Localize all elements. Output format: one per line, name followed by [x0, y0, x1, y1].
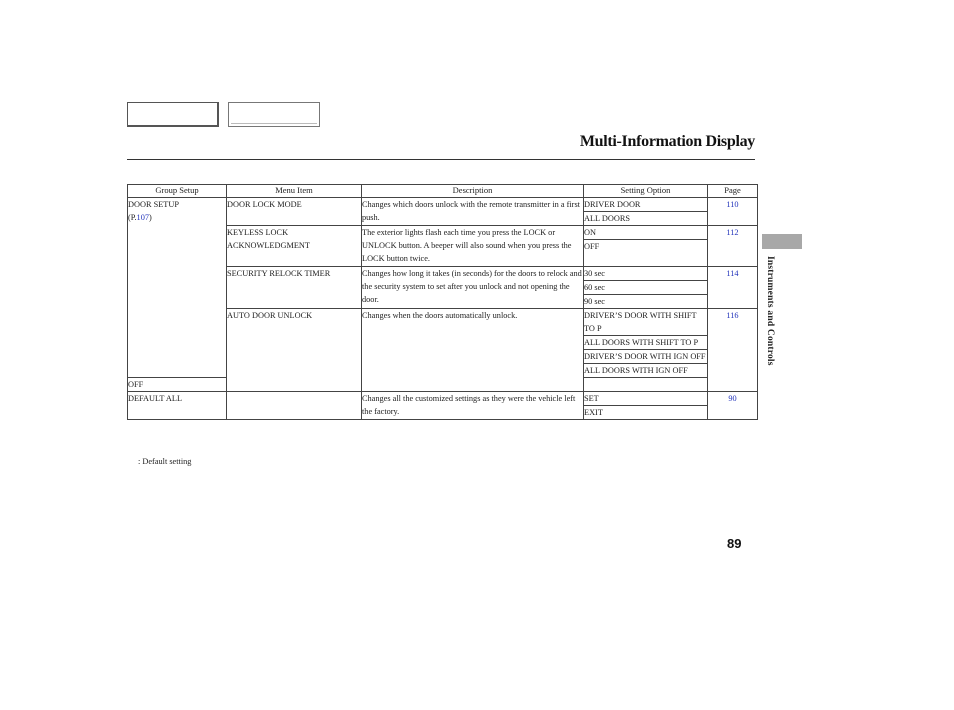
settings-table [127, 184, 758, 420]
page-title: Multi-Information Display [579, 133, 755, 150]
menu-item-door-lock-mode: DOOR LOCK MODE [227, 198, 362, 226]
table-header-row [128, 185, 758, 198]
page-link-security-relock[interactable]: 114 [708, 267, 758, 309]
option-all-doors-shift-p: ALL DOORS WITH SHIFT TO P [584, 336, 708, 350]
nav-button-home[interactable] [228, 102, 320, 127]
page-link-door-lock-mode[interactable]: 110 [708, 198, 758, 226]
default-setting-footnote: : Default setting [138, 457, 192, 466]
group-page-link[interactable]: 107 [136, 213, 149, 222]
menu-item-security-relock: SECURITY RELOCK TIMER [227, 267, 362, 309]
column-header-page: Page [708, 185, 758, 198]
page-number: 89 [727, 536, 742, 551]
description-auto-door-unlock: Changes when the doors automatically unlock. [362, 309, 584, 392]
group-name: DOOR SETUP [128, 200, 179, 209]
page-link-keyless-lock[interactable]: 112 [708, 226, 758, 267]
description-default-all: Changes all the customized settings as they were the vehicle left the factory. [362, 392, 584, 420]
column-header-group-setup: Group Setup [128, 185, 227, 198]
option-60-sec: 60 sec [584, 281, 708, 295]
option-auto-unlock-off: OFF [128, 378, 227, 392]
column-header-description: Description [362, 185, 584, 198]
group-page-ref: (P.107) [128, 213, 152, 222]
column-header-setting-option: Setting Option [584, 185, 708, 198]
description-keyless-lock: The exterior lights flash each time you press the LOCK or UNLOCK button. A beeper will also sound when you press the LOCK button twice. [362, 226, 584, 267]
group-cell-door-setup [128, 198, 227, 378]
option-drivers-door-shift-p: DRIVER’S DOOR WITH SHIFT TO P [584, 309, 708, 336]
option-30-sec: 30 sec [584, 267, 708, 281]
table-row [128, 198, 758, 212]
option-90-sec: 90 sec [584, 295, 708, 309]
option-driver-door: DRIVER DOOR [584, 198, 708, 212]
option-all-doors: ALL DOORS [584, 212, 708, 226]
description-security-relock: Changes how long it takes (in seconds) for the doors to relock and the security system to set after you unlock and not opening the door. [362, 267, 584, 309]
description-door-lock-mode: Changes which doors unlock with the remote transmitter in a first push. [362, 198, 584, 226]
option-drivers-door-ign-off: DRIVER’S DOOR WITH IGN OFF [584, 350, 708, 364]
title-divider [127, 159, 755, 160]
option-all-doors-ign-off: ALL DOORS WITH IGN OFF [584, 364, 708, 378]
group-cell-default-all: DEFAULT ALL [128, 392, 227, 420]
menu-item-auto-door-unlock: AUTO DOOR UNLOCK [227, 309, 362, 392]
page-link-auto-door-unlock[interactable]: 116 [708, 309, 758, 392]
menu-item-empty [227, 392, 362, 420]
option-exit: EXIT [584, 406, 708, 420]
table-row [128, 392, 758, 406]
menu-item-keyless-lock: KEYLESS LOCK ACKNOWLEDGMENT [227, 226, 362, 267]
column-header-menu-item: Menu Item [227, 185, 362, 198]
section-tab-marker [762, 234, 802, 249]
nav-button-contents[interactable] [127, 102, 219, 127]
section-side-label: Instruments and Controls [765, 256, 775, 366]
option-off: OFF [584, 240, 708, 267]
page-link-default-all[interactable]: 90 [708, 392, 758, 420]
option-set: SET [584, 392, 708, 406]
option-on: ON [584, 226, 708, 240]
